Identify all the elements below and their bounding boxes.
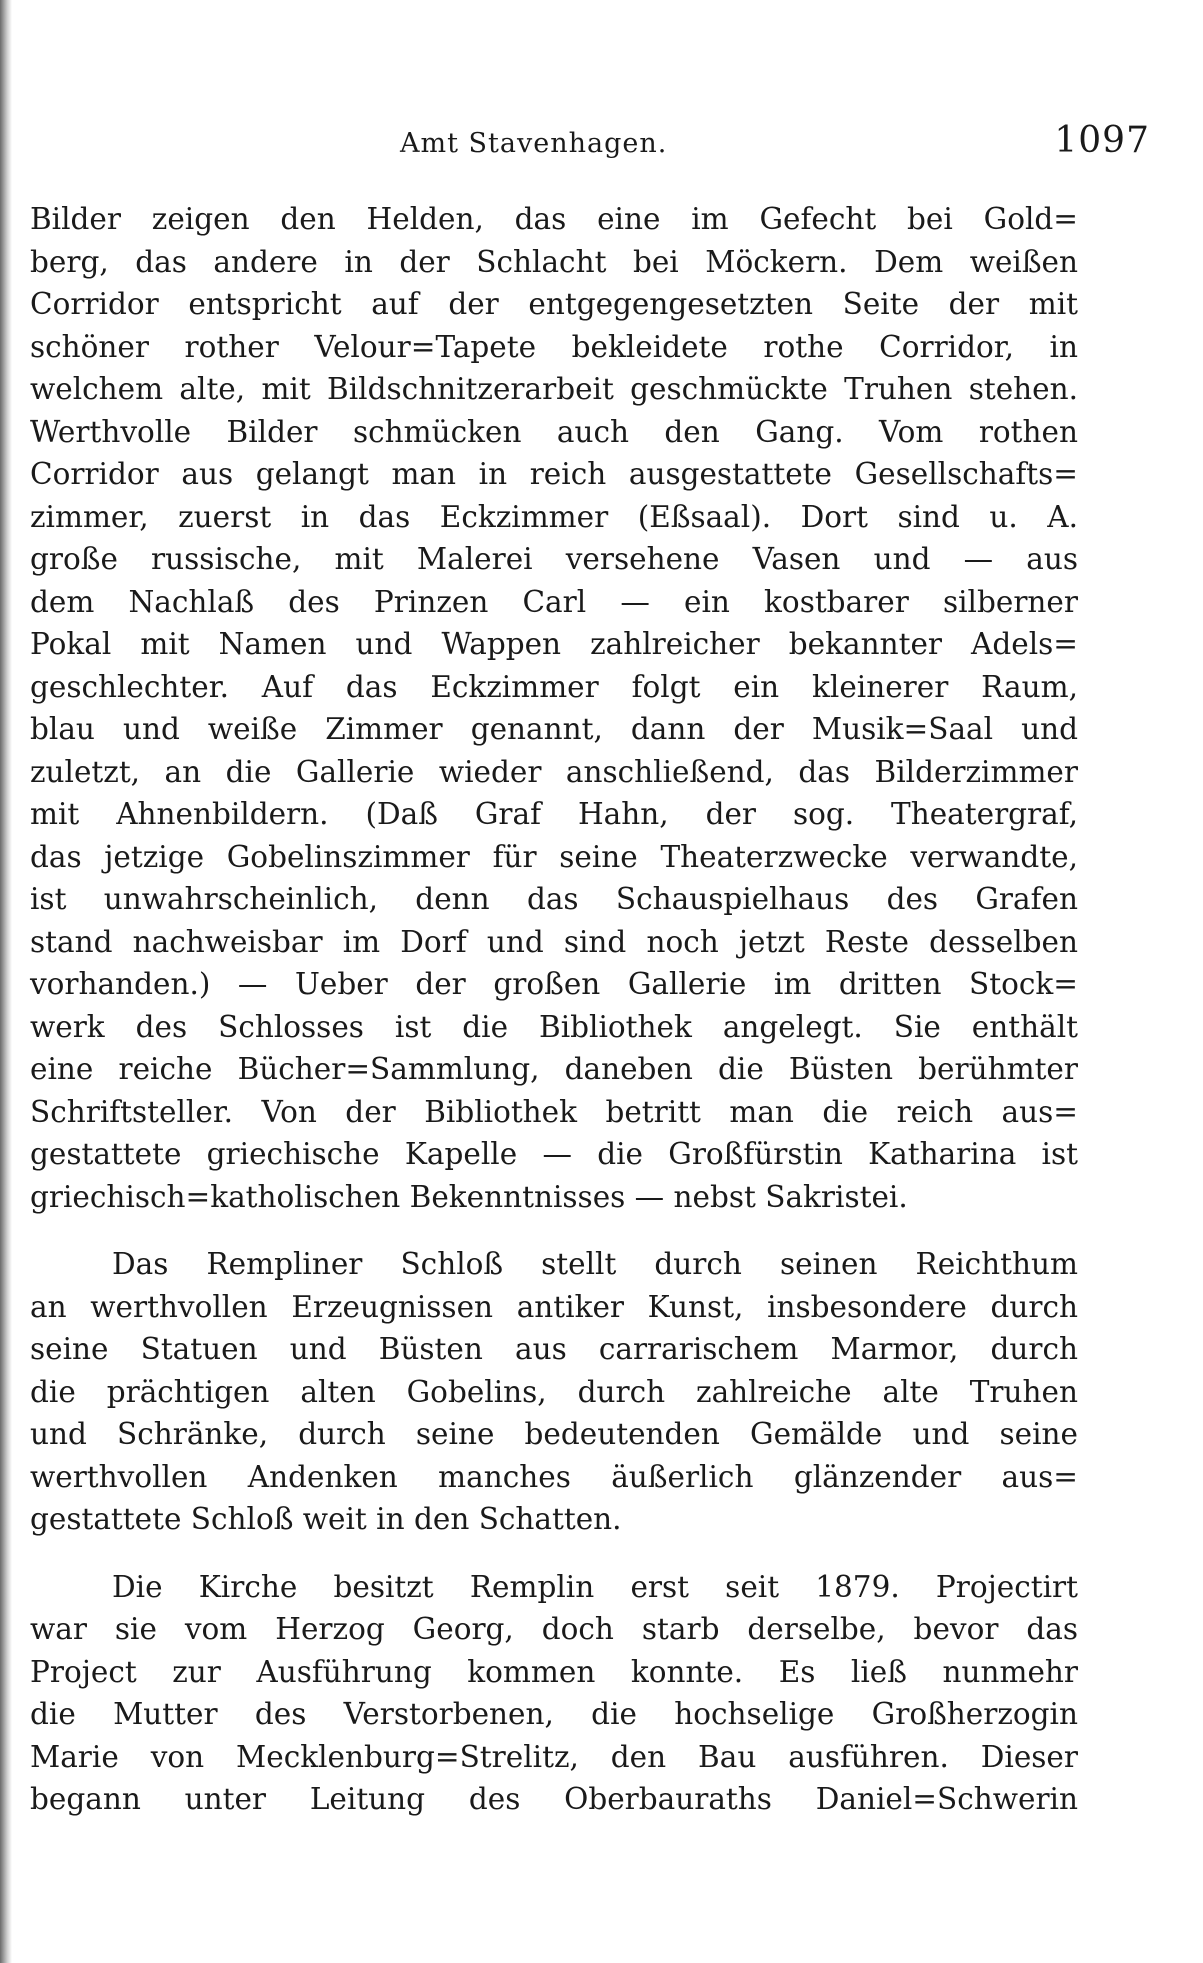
text-line: Corridor entspricht auf der entgegengesetzten Seite der mit [30, 287, 1078, 321]
text-line: zuletzt, an die Gallerie wieder anschließend, das Bilderzimmer [30, 754, 1078, 789]
text-line: Werthvolle Bilder schmücken auch den Gang. Vom rothen [30, 414, 1078, 449]
text-line: vorhanden.) — Ueber der großen Gallerie im dritten Stock= [30, 967, 1078, 1001]
text-line: gestattete Schloß weit in den Schatten. [30, 1502, 622, 1536]
text-line: Pokal mit Namen und Wappen zahlreicher bekannter Adels= [30, 627, 1078, 661]
text-line: das jetzige Gobelinszimmer für seine Theaterzwecke verwandte, [30, 839, 1078, 874]
text-line: große russische, mit Malerei versehene Vasen und — aus [30, 542, 1078, 576]
text-line: begann unter Leitung des Oberbauraths Daniel=Schwerin [30, 1782, 1078, 1816]
text-line: mit Ahnenbildern. (Daß Graf Hahn, der sog. Theatergraf, [30, 797, 1078, 831]
text-line: eine reiche Bücher=Sammlung, daneben die Büsten berühmter [30, 1052, 1078, 1086]
paragraph [30, 1243, 1078, 1541]
text-line: die Mutter des Verstorbenen, die hochselige Großherzogin [30, 1697, 1078, 1731]
page-header [20, 120, 1150, 170]
text-line: werk des Schlosses ist die Bibliothek angelegt. Sie enthält [30, 1009, 1078, 1044]
text-line: war sie vom Herzog Georg, doch starb derselbe, bevor das [30, 1612, 1078, 1646]
text-line: geschlechter. Auf das Eckzimmer folgt ein kleinerer Raum, [30, 669, 1078, 704]
running-title: Amt Stavenhagen. [400, 128, 668, 159]
text-line: griechisch=katholischen Bekenntnisses — nebst Sakristei. [30, 1179, 908, 1214]
text-line: Marie von Mecklenburg=Strelitz, den Bau ausführen. Dieser [30, 1739, 1078, 1774]
text-line: die prächtigen alten Gobelins, durch zahlreiche alte Truhen [30, 1374, 1078, 1409]
text-line: ist unwahrscheinlich, denn das Schauspielhaus des Grafen [30, 882, 1078, 916]
text-line: Corridor aus gelangt man in reich ausgestattete Gesellschafts= [30, 457, 1078, 491]
text-line: berg, das andere in der Schlacht bei Möckern. Dem weißen [30, 244, 1078, 279]
paragraph-gap [30, 1541, 1078, 1566]
paragraph [30, 198, 1078, 1218]
body-text [30, 198, 1078, 1821]
text-line: blau und weiße Zimmer genannt, dann der Musik=Saal und [30, 712, 1078, 746]
text-line: zimmer, zuerst in das Eckzimmer (Eßsaal). Dort sind u. A. [30, 499, 1078, 534]
text-line: gestattete griechische Kapelle — die Großfürstin Katharina ist [30, 1137, 1078, 1171]
text-line: an werthvollen Erzeugnissen antiker Kunst, insbesondere durch [30, 1289, 1078, 1324]
page-edge-shadow [0, 0, 12, 1963]
paragraph-gap [30, 1218, 1078, 1243]
text-line: stand nachweisbar im Dorf und sind noch jetzt Reste desselben [30, 924, 1078, 959]
text-line: Das Rempliner Schloß stellt durch seinen Reichthum [112, 1247, 1078, 1281]
text-line: Bilder zeigen den Helden, das eine im Gefecht bei Gold= [30, 202, 1078, 236]
paragraph [30, 1566, 1078, 1821]
text-line: Schriftsteller. Von der Bibliothek betritt man die reich aus= [30, 1094, 1078, 1129]
text-line: schöner rother Velour=Tapete bekleidete rothe Corridor, in [30, 329, 1078, 364]
text-line: Project zur Ausführung kommen konnte. Es ließ nunmehr [30, 1654, 1078, 1689]
text-line: und Schränke, durch seine bedeutenden Gemälde und seine [30, 1417, 1078, 1451]
text-line: Die Kirche besitzt Remplin erst seit 1879. Projectirt [112, 1569, 1078, 1604]
text-line: werthvollen Andenken manches äußerlich glänzender aus= [30, 1459, 1078, 1494]
text-line: welchem alte, mit Bildschnitzerarbeit geschmückte Truhen stehen. [30, 372, 1078, 406]
book-page [20, 0, 1160, 1963]
text-line: seine Statuen und Büsten aus carrarischem Marmor, durch [30, 1332, 1078, 1366]
page-number: 1097 [1054, 120, 1150, 161]
text-line: dem Nachlaß des Prinzen Carl — ein kostbarer silberner [30, 584, 1078, 619]
